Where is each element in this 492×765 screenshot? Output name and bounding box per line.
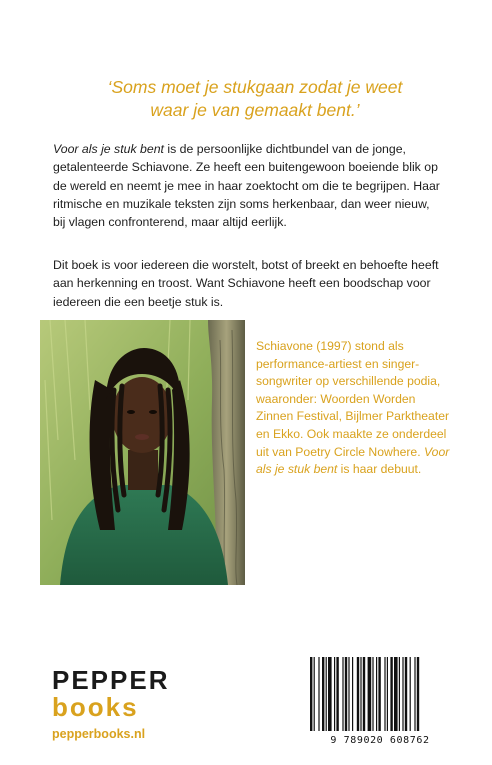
quote-line-2: waar je van gemaakt bent.’ — [150, 100, 360, 120]
cover-quote — [60, 76, 450, 122]
logo-pepper: PEPPER — [52, 665, 170, 695]
bio-text: Schiavone (1997) stond als performance-artiest en singer-songwriter op verschillende podia, waaronder: Woorden Worden Zinnen Festival, Bijlmer Parktheater en Ekko. Ook maakte ze onderdeel uit van Poetry Circle Nowhere. — [256, 339, 450, 459]
paragraph-1-text: is de persoonlijke dichtbundel van de jonge, getalenteerde Schiavone. Ze heeft een buitengewoon boeiende blik op de wereld en neemt je mee in haar zoektocht om die te begrijpen. Haar ritmische en muzikale teksten zijn soms herkenbaar, dan weer nieuw, bij vlagen confronterend, maar altijd eerlijk. — [53, 142, 440, 230]
barcode-bars-icon — [306, 657, 454, 733]
publisher-url: pepperbooks.nl — [52, 727, 146, 741]
bio-book-title-italic: Voor als je stuk bent — [256, 444, 450, 477]
paragraph-2-text: Dit boek is voor iedereen die worstelt, botst of breekt en behoefte heeft aan herkenning en troost. Want Schiavone heeft een boodschap voor iedereen die een beetje stuk is. — [53, 258, 439, 309]
description-paragraph-2 — [53, 256, 443, 311]
author-photo — [40, 320, 245, 585]
description-paragraph-1 — [53, 140, 443, 231]
bio-end-text: is haar debuut. — [337, 462, 422, 477]
author-bio — [256, 338, 452, 479]
publisher-logo — [52, 667, 170, 741]
isbn-number: 9 789020 608762 — [330, 735, 430, 746]
book-title-italic: Voor als je stuk bent — [53, 142, 164, 156]
isbn-barcode — [306, 657, 454, 745]
logo-books: books — [52, 692, 139, 722]
quote-line-1: ‘Soms moet je stukgaan zodat je weet — [107, 77, 403, 97]
